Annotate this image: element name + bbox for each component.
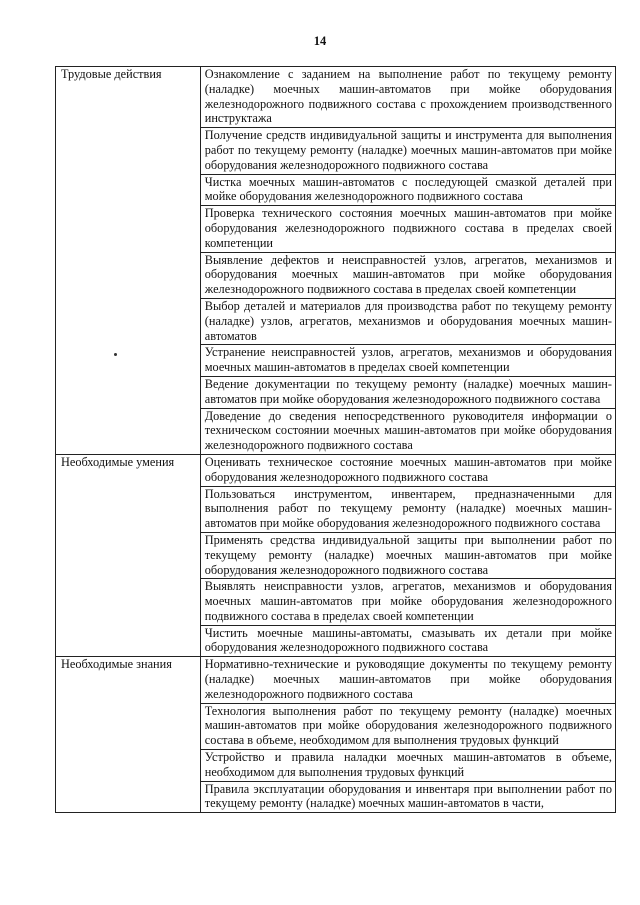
- page-number: 14: [313, 34, 327, 48]
- competency-table: [55, 66, 616, 813]
- stray-mark: [114, 353, 117, 356]
- table-body: [56, 67, 616, 813]
- section-label: Трудовые действия: [56, 67, 201, 455]
- table-row: [56, 67, 616, 128]
- item-description: Получение средств индивидуальной защиты и инструмента для выполнения работ по текущему ремонту (наладке) моечных машин-автоматов при мойке оборудования железнодорожного подвижного состава: [200, 128, 615, 174]
- section-label: Необходимые знания: [56, 657, 201, 813]
- item-description: Оценивать техническое состояние моечных машин-автоматов при мойке оборудования железнодорожного подвижного состава: [200, 454, 615, 486]
- item-description: Выявление дефектов и неисправностей узлов, агрегатов, механизмов и оборудования моечных машин-автоматов при мойке оборудования железнодорожного подвижного состава в пределах своей компетенции: [200, 252, 615, 298]
- item-description: Чистить моечные машины-автоматы, смазывать их детали при мойке оборудования железнодорожного подвижного состава: [200, 625, 615, 657]
- item-description: Выбор деталей и материалов для производства работ по текущему ремонту (наладке) узлов, агрегатов, механизмов и оборудования моечных машин-автоматов: [200, 298, 615, 344]
- item-description: Доведение до сведения непосредственного руководителя информации о техническом состоянии моечных машин-автоматов при мойке оборудования железнодорожного подвижного состава: [200, 408, 615, 454]
- section-label: Необходимые умения: [56, 454, 201, 656]
- item-description: Выявлять неисправности узлов, агрегатов, механизмов и оборудования моечных машин-автоматов при мойке оборудования железнодорожного подвижного состава в пределах своей компетенции: [200, 579, 615, 625]
- item-description: Правила эксплуатации оборудования и инвентаря при выполнении работ по текущему ремонту (наладке) моечных машин-автоматов в части,: [200, 781, 615, 813]
- item-description: Ведение документации по текущему ремонту (наладке) моечных машин-автоматов при мойке оборудования железнодорожного подвижного состава: [200, 376, 615, 408]
- item-description: Ознакомление с заданием на выполнение работ по текущему ремонту (наладке) моечных машин-автоматов при мойке оборудования железнодорожного подвижного состава с прохождением производственного инструктажа: [200, 67, 615, 128]
- item-description: Пользоваться инструментом, инвентарем, предназначенными для выполнения работ по текущему ремонту (наладке) моечных машин-автоматов при мойке оборудования железнодорожного подвижного состава: [200, 486, 615, 532]
- item-description: Применять средства индивидуальной защиты при выполнении работ по текущему ремонту (наладке) моечных машин-автоматов при мойке оборудования железнодорожного подвижного состава: [200, 532, 615, 578]
- item-description: Устройство и правила наладки моечных машин-автоматов в объеме, необходимом для выполнения трудовых функций: [200, 750, 615, 782]
- item-description: Чистка моечных машин-автоматов с последующей смазкой деталей при мойке оборудования железнодорожного подвижного состава: [200, 174, 615, 206]
- item-description: Нормативно-технические и руководящие документы по текущему ремонту (наладке) моечных машин-автоматов при мойке оборудования железнодорожного подвижного состава: [200, 657, 615, 703]
- item-description: Проверка технического состояния моечных машин-автоматов при мойке оборудования железнодорожного подвижного состава в пределах своей компетенции: [200, 206, 615, 252]
- item-description: Устранение неисправностей узлов, агрегатов, механизмов и оборудования моечных машин-автоматов в пределах своей компетенции: [200, 345, 615, 377]
- item-description: Технология выполнения работ по текущему ремонту (наладке) моечных машин-автоматов при мойке оборудования железнодорожного подвижного состава в объеме, необходимом для выполнения трудовых функций: [200, 703, 615, 749]
- table-row: [56, 657, 616, 703]
- table-row: [56, 454, 616, 486]
